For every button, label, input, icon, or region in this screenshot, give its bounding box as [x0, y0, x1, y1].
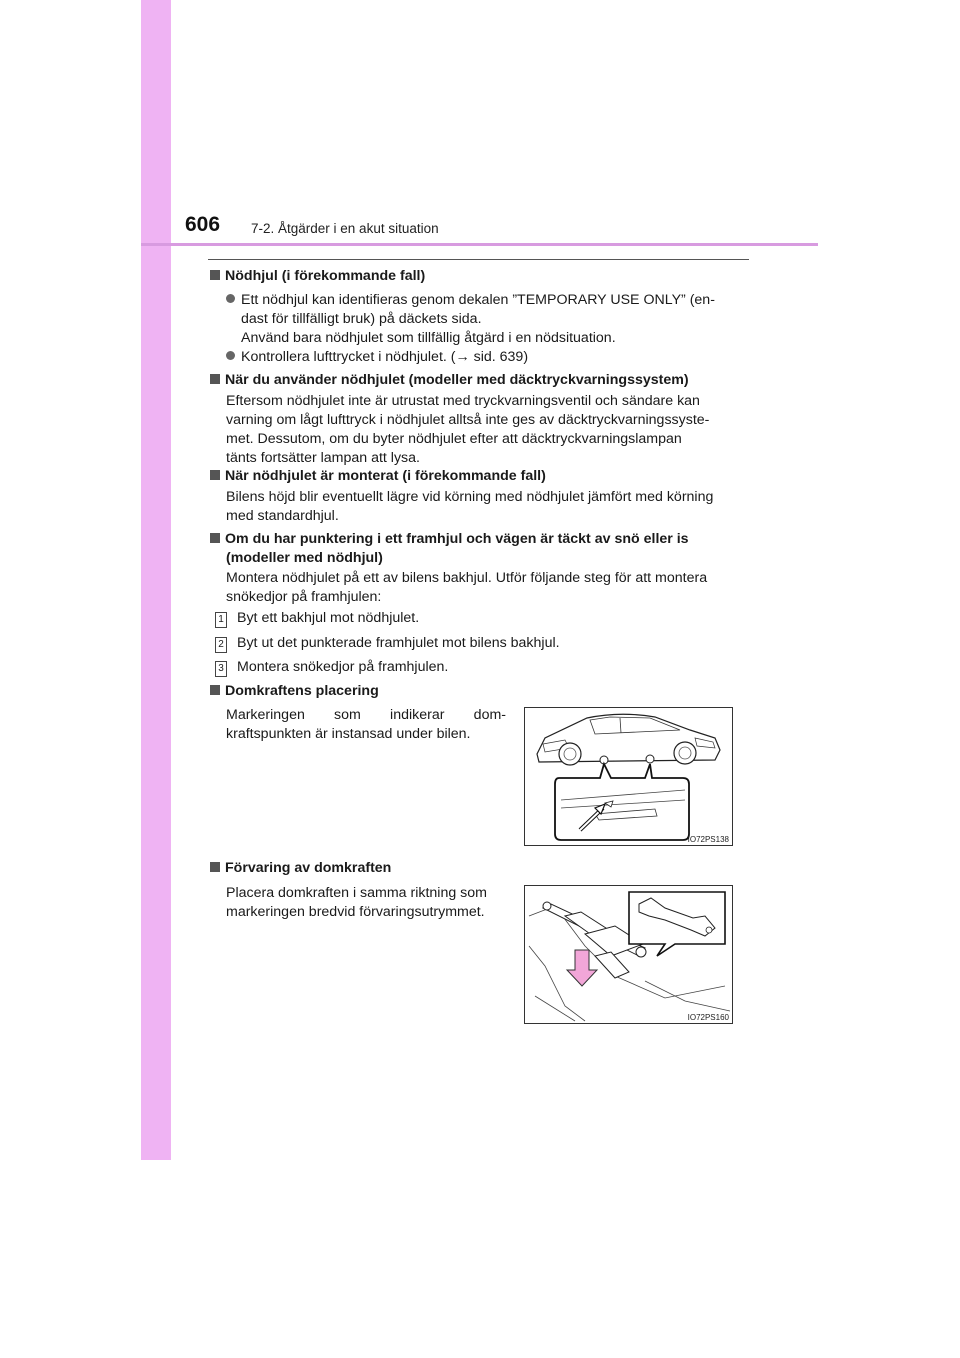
step-item: 3 Montera snökedjor på framhjulen. — [215, 658, 448, 677]
paragraph: Placera domkraften i samma riktning som markeringen bredvid förvaringsutrymmet. — [226, 885, 487, 920]
step-item: 2 Byt ut det punkterade framhjulet mot bilens bakhjul. — [215, 634, 560, 653]
step-number: 1 — [215, 612, 227, 628]
square-bullet-icon — [210, 533, 220, 543]
round-bullet-icon — [226, 351, 235, 360]
jack-point-illustration — [524, 707, 733, 846]
figure-code: IO72PS138 — [687, 835, 729, 844]
square-bullet-icon — [210, 270, 220, 280]
jack-storage-illustration — [524, 885, 733, 1024]
section-divider — [208, 259, 749, 260]
section-heading-tpms: När du använder nödhjulet (modeller med däcktryckvarningssystem) — [210, 371, 689, 390]
step-number: 2 — [215, 637, 227, 653]
square-bullet-icon — [210, 685, 220, 695]
car-jack-point-drawing — [525, 708, 732, 845]
paragraph: Markeringen som indikerar dom- kraftspunkten är instansad under bilen. — [226, 707, 506, 742]
figure-code: IO72PS160 — [687, 1013, 729, 1022]
paragraph: Bilens höjd blir eventuellt lägre vid körning med nödhjulet jämfört med körning med standardhjul. — [226, 489, 714, 524]
step-number: 3 — [215, 661, 227, 677]
section-heading-jack-point: Domkraftens placering — [210, 682, 379, 701]
section-heading-snow: Om du har punktering i ett framhjul och vägen är täckt av snö eller is (modeller med nödhjul) — [210, 530, 748, 568]
round-bullet-icon — [226, 294, 235, 303]
section-heading-spare-wheel: Nödhjul (i förekommande fall) — [210, 267, 425, 286]
step-item: 1 Byt ett bakhjul mot nödhjulet. — [215, 609, 419, 628]
section-heading-mounted: När nödhjulet är monterat (i förekommande fall) — [210, 467, 546, 486]
chapter-title: 7-2. Åtgärder i en akut situation — [251, 221, 439, 236]
section-heading-jack-storage: Förvaring av domkraften — [210, 859, 391, 878]
jack-storage-drawing — [525, 886, 732, 1023]
bullet-item: Ett nödhjul kan identifieras genom dekalen ”TEMPORARY USE ONLY” (en- dast för tillfälligt bruk) på däckets sida. Använd bara nödhjulet som tillfällig åtgärd i en nödsituation. — [226, 291, 756, 348]
chapter-side-tab — [141, 0, 171, 1160]
bullet-item: Kontrollera lufttrycket i nödhjulet. (→ sid. 639) — [226, 348, 528, 367]
square-bullet-icon — [210, 374, 220, 384]
paragraph: Montera nödhjulet på ett av bilens bakhjul. Utför följande steg för att montera snökedjor på framhjulen: — [226, 570, 708, 605]
header-rule — [141, 243, 818, 246]
square-bullet-icon — [210, 470, 220, 480]
square-bullet-icon — [210, 862, 220, 872]
page-number: 606 — [185, 213, 221, 236]
paragraph: Eftersom nödhjulet inte är utrustat med tryckvarningsventil och sändare kan varning om lågt lufttryck i nödhjulet alltså inte ges av däcktryckvarningssyste- met. Dessutom, om du byter nödhjulet efter att däcktryckvarningslampan tänts fortsätter lampan att lysa. — [226, 393, 710, 466]
arrow-right-icon: → — [455, 349, 470, 365]
